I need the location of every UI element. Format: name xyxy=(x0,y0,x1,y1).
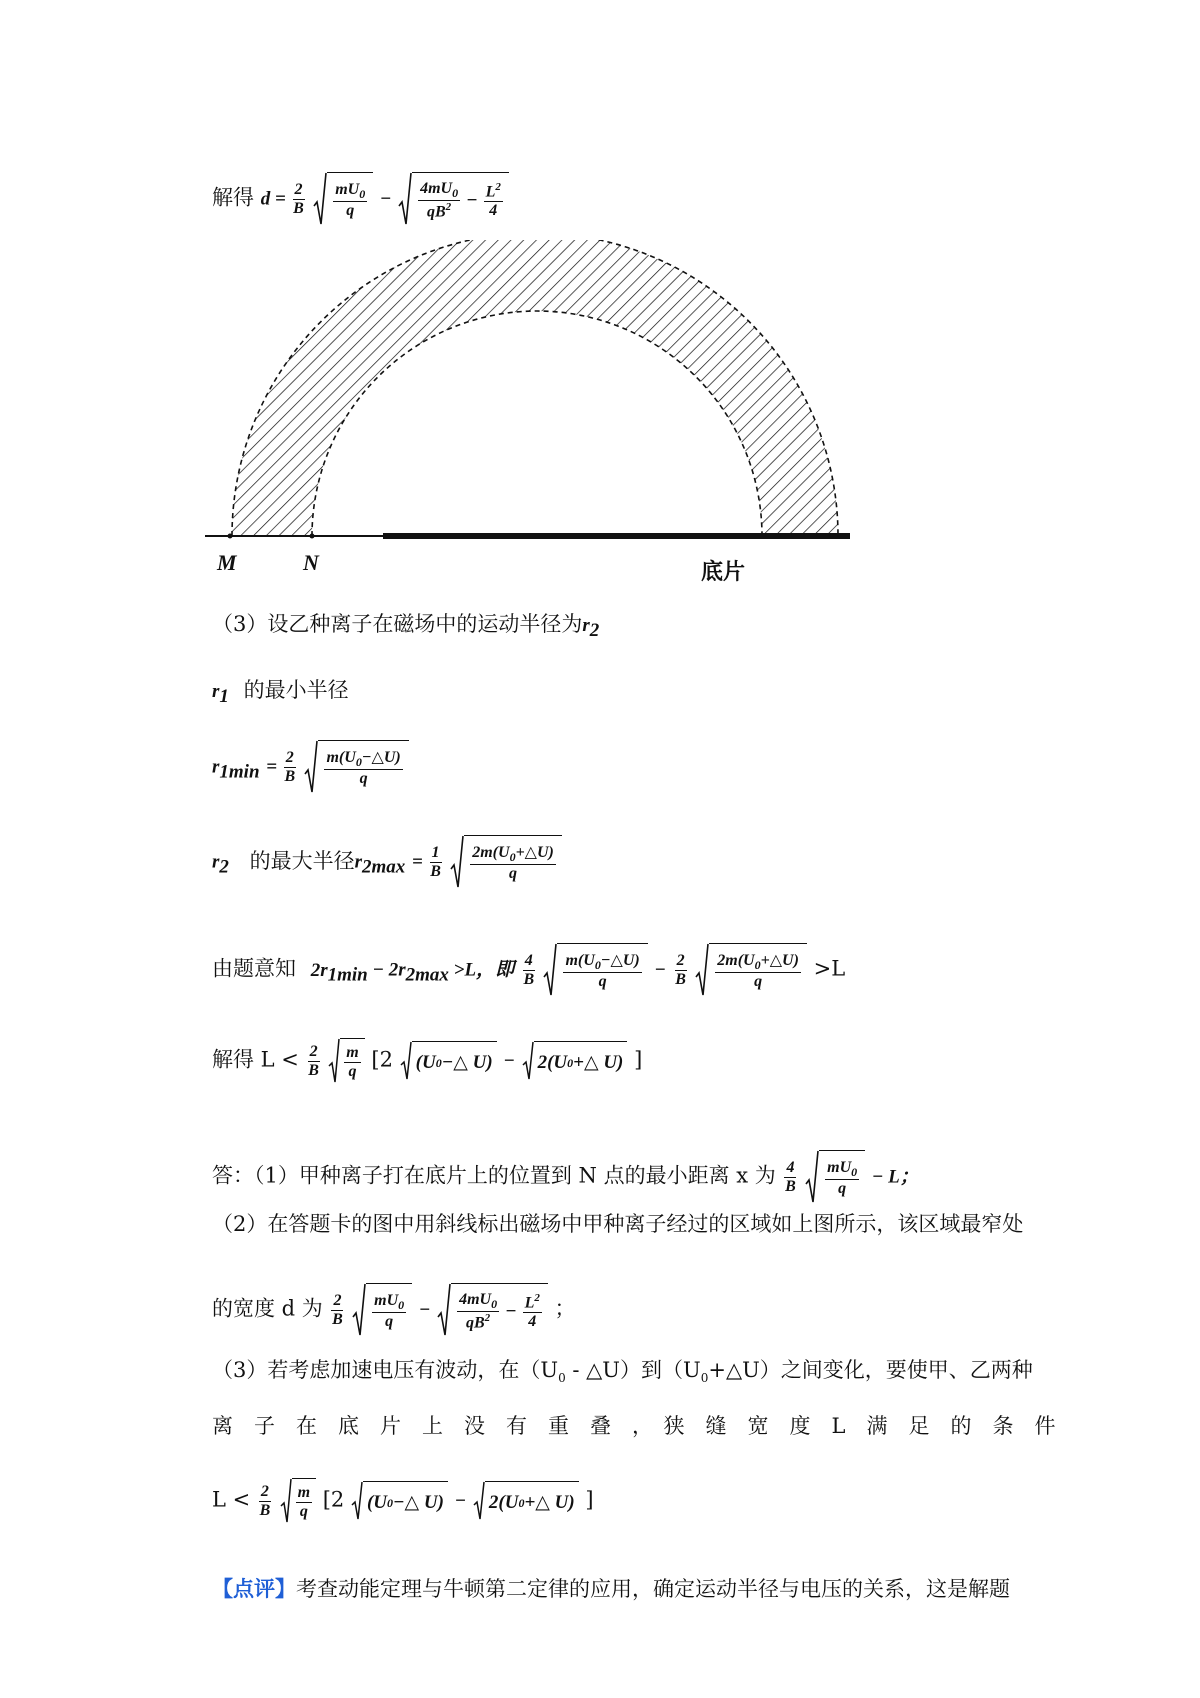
denominator: B xyxy=(293,199,304,217)
denominator: B xyxy=(259,1501,271,1519)
numerator: 1 xyxy=(431,843,440,861)
answer-2b-tail: ； xyxy=(554,1296,576,1321)
r2max-lhs: r xyxy=(354,851,362,873)
denominator: q xyxy=(838,1180,847,1198)
answer-3b-text: 离 子 在 底 片 上 没 有 重 叠 ， 狭 缝 宽 度 L 满 足 的 条 件 xyxy=(212,1414,1056,1438)
magnetic-field-diagram xyxy=(205,240,940,585)
fraction xyxy=(259,1484,271,1519)
sqrt xyxy=(328,1038,364,1084)
review-text: 考查动能定理与牛顿第二定律的应用，确定运动半径与电压的关系，这是解题 xyxy=(296,1577,1010,1601)
denominator: q xyxy=(509,865,518,883)
fraction xyxy=(293,182,305,217)
point-n-label: N xyxy=(303,550,319,575)
sqrt xyxy=(805,1150,865,1204)
answer-3c-line xyxy=(212,1478,594,1524)
numerator: 2 xyxy=(676,951,685,969)
denominator: $qB^2$ xyxy=(465,1311,491,1332)
denominator: q xyxy=(754,973,763,991)
radical-sign-icon xyxy=(450,835,464,889)
minus-sign: − xyxy=(418,1299,431,1321)
sqrt xyxy=(304,740,408,794)
numerator: $4mU_0$ xyxy=(420,179,459,200)
denominator: B xyxy=(332,1310,343,1328)
radical-sign-icon xyxy=(352,1283,366,1337)
answer-1-text: 答：（1）甲种离子打在底片上的位置到 N 点的最小距离 x 为 xyxy=(212,1163,776,1188)
numerator: 2 xyxy=(260,1482,269,1500)
sqrt: 2(U 0 +△ U) xyxy=(522,1041,628,1081)
denominator: 4 xyxy=(489,202,498,220)
radical-sign-icon xyxy=(304,740,318,794)
denominator: q xyxy=(346,202,355,220)
r1min-lhs: r xyxy=(212,756,220,778)
radical-sign-icon xyxy=(280,1478,292,1524)
numerator: 2 xyxy=(294,180,303,198)
r2-symbol: r xyxy=(212,851,220,873)
r2-max-text: 的最大半径 xyxy=(249,848,355,873)
part3-intro-text: （3）设乙种离子在磁场中的运动半径为 xyxy=(212,612,583,636)
numerator: 4 xyxy=(524,951,533,969)
numerator: 2 xyxy=(285,748,294,766)
fraction xyxy=(675,953,687,988)
condition-line: 由题意知 $2r_{1min} - 2r_{2max} >L$，即 $\frac{4}{B}$ $\frac{m(U_0-\triangle U)}{q}$ − $\frac{2}{B}$ $\frac{2m(U_0+\triangle U)}{q}$ >L xyxy=(212,943,845,997)
numerator: 2 xyxy=(309,1042,318,1060)
fraction xyxy=(825,1160,859,1197)
fraction xyxy=(523,1293,542,1330)
fraction xyxy=(333,182,367,219)
r1min-sub: 1min xyxy=(219,761,260,783)
answer-3c-prefix: L < xyxy=(212,1487,251,1512)
answer-3-text: （3）若考虑加速电压有波动，在（U xyxy=(212,1358,559,1382)
review-tag: 【点评】 xyxy=(212,1576,296,1601)
solution-d-eq: d = xyxy=(260,188,291,210)
solution-d-prefix: 解得 xyxy=(212,185,254,210)
answer-2b-line xyxy=(212,1283,576,1337)
denominator: q xyxy=(359,770,368,788)
fraction xyxy=(457,1292,499,1332)
fraction xyxy=(284,750,296,785)
denominator: B xyxy=(523,970,535,988)
radical-sign-icon xyxy=(400,1041,412,1081)
numerator: $2m(U_0+\triangle U)$ xyxy=(717,951,799,973)
radical-sign-icon xyxy=(437,1283,451,1337)
denominator: B xyxy=(430,862,441,880)
answer-1-tail: − L； xyxy=(871,1166,919,1188)
denominator: $qB^2$ xyxy=(427,200,452,221)
fraction xyxy=(331,1293,343,1328)
numerator: $L^2$ xyxy=(485,180,501,201)
film-label: 底片 xyxy=(701,560,746,585)
r1-symbol: r xyxy=(212,681,220,702)
r2max-formula: $r_2$ 的最大半径$r_{2max}$ = $\frac{1}{B}$ $\frac{2m(U_0+\triangle U)}{q}$ xyxy=(212,835,562,889)
fraction xyxy=(418,181,460,221)
denominator: q xyxy=(299,1503,308,1520)
fraction xyxy=(308,1044,320,1079)
sqrt xyxy=(280,1478,316,1524)
review-line xyxy=(212,1578,1010,1600)
numerator: $4mU_0$ xyxy=(459,1290,498,1311)
solution-l-text: 解得 L < xyxy=(212,1047,299,1072)
condition-expr: 2r xyxy=(310,959,328,981)
sqrt: $\frac{4mU_0}{qB^2}$ − $\frac{L^2}{4}$ xyxy=(398,172,509,226)
point-m-label: M xyxy=(217,550,237,575)
minus-sign: − xyxy=(454,1490,467,1512)
numerator: $mU_0$ xyxy=(374,1291,405,1313)
bracket-open: [2 xyxy=(322,1487,345,1512)
denominator: 4 xyxy=(528,1313,537,1331)
part3-intro: （3）设乙种离子在磁场中的运动半径为$r_2$ xyxy=(212,612,600,642)
radical-sign-icon xyxy=(695,943,709,997)
radical-sign-icon xyxy=(805,1150,819,1204)
radical-sign-icon xyxy=(522,1041,534,1081)
fraction xyxy=(324,750,402,787)
sqrt: $\frac{4mU_0}{qB^2}$ − $\frac{L^2}{4}$ xyxy=(437,1283,548,1337)
fraction xyxy=(470,845,556,882)
answer-1-line xyxy=(212,1150,919,1204)
numerator: $2m(U_0+\triangle U)$ xyxy=(472,843,554,865)
solution-d-line xyxy=(212,172,509,226)
condition-tail: >L xyxy=(813,956,846,981)
answer-3-line: （3）若考虑加速电压有波动，在（$U_0$ - △U）到$(U_0+\triangle U)$之间变化，要使甲、乙两种 xyxy=(212,1358,1033,1386)
numerator: m xyxy=(346,1044,359,1061)
numerator: 2 xyxy=(333,1291,342,1309)
r1-min-desc: $r_1$ 的最小半径 xyxy=(212,678,349,708)
numerator: $mU_0$ xyxy=(335,180,366,202)
denominator: q xyxy=(348,1063,357,1080)
denominator: q xyxy=(385,1313,394,1331)
answer-2-text: （2）在答题卡的图中用斜线标出磁场中甲种离子经过的区域如上图所示，该区域最窄处 xyxy=(212,1212,1024,1236)
r1min-formula: $r_{1min}$ = $\frac{2}{B}$ $\frac{m(U_0-\triangle U)}{q}$ xyxy=(212,740,409,794)
r2-symbol: r xyxy=(582,615,590,636)
radical-sign-icon xyxy=(473,1481,485,1521)
denominator: q xyxy=(598,973,607,991)
fraction xyxy=(372,1293,406,1330)
fraction xyxy=(784,1160,796,1195)
fraction xyxy=(715,953,801,990)
bracket-open: [2 xyxy=(371,1047,393,1072)
radical-sign-icon xyxy=(313,172,327,226)
numerator: $L^2$ xyxy=(524,1291,540,1312)
fraction xyxy=(344,1045,360,1080)
numerator: $mU_0$ xyxy=(827,1158,858,1180)
denominator: B xyxy=(785,1177,796,1195)
sqrt xyxy=(313,172,373,226)
numerator: 4 xyxy=(786,1158,795,1176)
radical-sign-icon xyxy=(351,1481,363,1521)
bracket-close: ] xyxy=(634,1047,643,1072)
denominator: B xyxy=(675,970,686,988)
radical-sign-icon xyxy=(398,172,412,226)
solution-l-line xyxy=(212,1038,642,1084)
answer-2-line xyxy=(212,1214,1023,1235)
fraction xyxy=(430,845,442,880)
sqrt xyxy=(543,943,647,997)
minus-sign: − xyxy=(654,959,666,981)
minus-sign: − xyxy=(503,1050,515,1072)
condition-text: 由题意知 xyxy=(212,956,296,981)
fraction xyxy=(523,953,535,988)
denominator: B xyxy=(308,1061,319,1079)
sqrt xyxy=(352,1283,412,1337)
radical-sign-icon xyxy=(328,1038,340,1084)
answer-3b-line xyxy=(212,1416,1055,1437)
radical-sign-icon xyxy=(543,943,557,997)
fraction xyxy=(296,1485,312,1520)
r1-min-text: 的最小半径 xyxy=(243,678,349,702)
minus-sign: − xyxy=(379,188,392,210)
fraction xyxy=(484,182,503,219)
condition-gt: >L，即 xyxy=(448,959,515,981)
semicircle-region-figure xyxy=(205,240,940,585)
numerator: m xyxy=(297,1484,311,1501)
sqrt: (U 0 −△ U) xyxy=(400,1041,497,1081)
r2max-sub: 2max xyxy=(362,856,406,878)
sqrt: 2(U 0 +△ U) xyxy=(473,1481,579,1521)
answer-2b-text: 的宽度 d 为 xyxy=(212,1296,323,1321)
numerator: $m(U_0-\triangle U)$ xyxy=(565,951,640,973)
denominator: B xyxy=(284,767,296,785)
numerator: $m(U_0-\triangle U)$ xyxy=(326,748,401,770)
sqrt xyxy=(450,835,562,889)
bracket-close: ] xyxy=(585,1487,594,1512)
sqrt: (U 0 −△ U) xyxy=(351,1481,448,1521)
sqrt xyxy=(695,943,807,997)
fraction xyxy=(563,953,641,990)
